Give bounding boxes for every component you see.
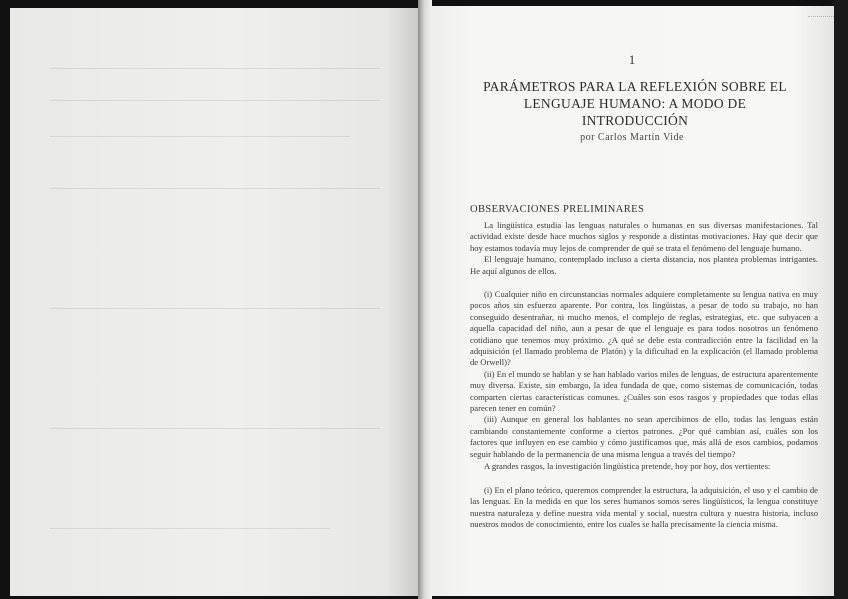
scan-edge	[834, 0, 848, 599]
questions-text	[470, 289, 818, 460]
bleed-through-line	[50, 100, 380, 101]
chapter-number: 1	[628, 52, 636, 67]
paragraph: El lenguaje humano, contemplado incluso a cierta distancia, nos plantea problemas intrigantes. He aquí algunos de ellos.	[470, 254, 818, 276]
summary-text	[470, 461, 818, 472]
bleed-through-line	[50, 188, 380, 189]
bleed-through-line	[50, 308, 380, 309]
left-page-blank	[10, 8, 420, 596]
paragraph: (ii) En el mundo se hablan y se han hablado varios miles de lenguas, de estructura aparentemente muy diversa. Existe, sin embargo, la idea fundada de que, como sistemas de comunicación, todas comparten ciertas características comunes. ¿Cuáles son esos rasgos y propiedades que todas ellas parecen tener en común?	[470, 368, 818, 414]
intro-text	[470, 220, 818, 277]
bleed-through-line	[50, 528, 330, 529]
aims-text	[470, 485, 818, 531]
bleed-through-line	[50, 136, 350, 137]
paragraph: A grandes rasgos, la investigación lingüística pretende, hoy por hoy, dos vertientes:	[484, 461, 771, 471]
right-page	[430, 6, 834, 596]
chapter-title: PARÁMETROS PARA LA REFLEXIÓN SOBRE EL LENGUAJE HUMANO: A MODO DE INTRODUCCIÓN	[483, 79, 787, 128]
chapter-author: por Carlos Martín Vide	[580, 132, 684, 143]
paragraph: (iii) Aunque en general los hablantes no sean apercibimos de ello, todas las lenguas están cambiando constantemente conforme a ciertos patrones. ¿Por qué cambian así, cuáles son los factores que influyen en ese cambio y cómo justificamos que, más allá de esos cambios, podamos seguir hablando de la permanencia de una misma lengua a través del tiempo?	[470, 414, 818, 459]
section-heading: OBSERVACIONES PRELIMINARES	[470, 204, 645, 215]
scan-specks	[808, 16, 834, 27]
bleed-through-line	[50, 428, 380, 429]
paragraph: La lingüística estudia las lenguas naturales o humanas en sus diversas manifestaciones. Tal actividad existe desde hace muchos siglos y responde a distintas motivaciones. Hay que decir que hoy estamos todavía muy lejos de comprender de qué se trata el fenómeno del lenguaje humano.	[470, 220, 818, 253]
bleed-through-line	[50, 68, 380, 69]
paragraph: (i) En el plano teórico, queremos comprender la estructura, la adquisición, el uso y el cambio de las lenguas. En la medida en que los seres humanos somos seres lingüísticos, la lengua constituye nuestra naturaleza y define nuestra vida mental y social, nuestra cultura y nuestra historia, incluso nuestros modos de conocimiento, entre los cuales se halla precisamente la ciencia misma.	[470, 485, 818, 530]
paragraph: (i) Cualquier niño en circunstancias normales adquiere completamente su lengua nativa en muy pocos años sin esfuerzo aparente. Por contra, los lingüistas, a pesar de todo su trabajo, no han conseguido desentrañar, ni mucho menos, el complejo de reglas, estrategias, etc. que subyacen a aquella capacidad del niño, aun a pesar de que el lenguaje es para todos nosotros un fenómeno cotidiano que tenemos muy próximo. ¿A qué se debe esta contradicción entre la facilidad en la adquisición (el llamado problema de Platón) y la dificultad en la explicación (el llamado problema de Orwell)?	[470, 289, 818, 368]
